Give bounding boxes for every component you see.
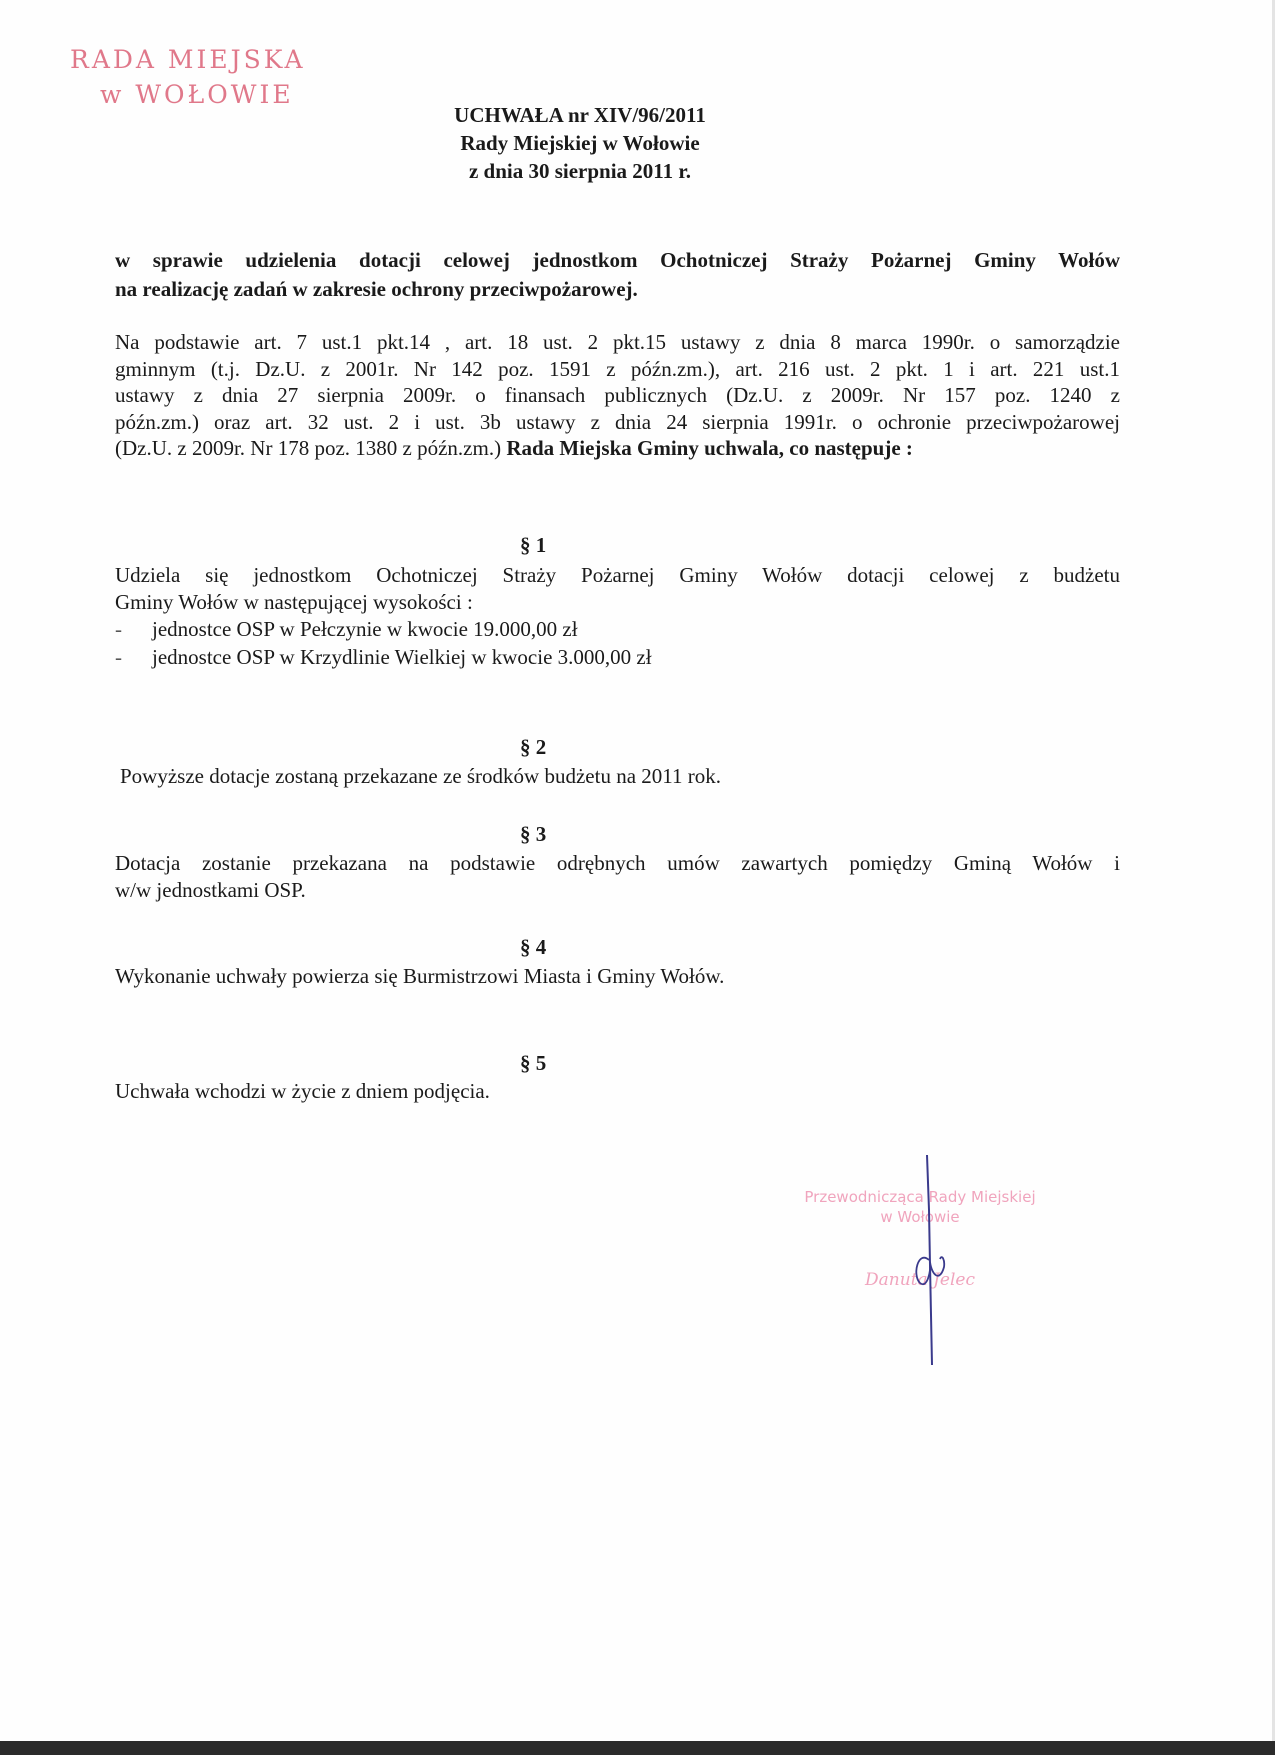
- resolution-title: [430, 101, 730, 185]
- list-item-text: jednostce OSP w Pełczynie w kwocie 19.000,00 zł: [152, 617, 578, 641]
- signatory-name: Danuta Jelec: [865, 1270, 975, 1290]
- basis-line-5-text: (Dz.U. z 2009r. Nr 178 poz. 1380 z późn.zm.): [115, 436, 507, 460]
- section-5-heading: § 5: [520, 1051, 547, 1075]
- section-1-line-1: Udziela się jednostkom Ochotniczej Straży Pożarnej Gminy Wołów dotacji celowej z budżetu: [115, 563, 1120, 587]
- basis-enacting-clause: Rada Miejska Gminy uchwala, co następuje :: [506, 436, 913, 460]
- title-number: UCHWAŁA nr XIV/96/2011: [454, 103, 706, 127]
- section-4-body: Wykonanie uchwały powierza się Burmistrzowi Miasta i Gminy Wołów.: [115, 964, 725, 988]
- scan-edge-bottom: [0, 1741, 1275, 1755]
- section-4-heading: § 4: [520, 935, 547, 959]
- section-3-line-1: Dotacja zostanie przekazana na podstawie odrębnych umów zawartych pomiędzy Gminą Wołów i: [115, 851, 1120, 875]
- stamp-line-2: w WOŁOWIE: [100, 80, 294, 109]
- section-3-line-2: w/w jednostkami OSP.: [115, 877, 306, 902]
- handwritten-signature: [900, 1150, 960, 1380]
- section-2-body: Powyższe dotacje zostaną przekazane ze środków budżetu na 2011 rok.: [120, 764, 721, 788]
- subject-line-2: na realizację zadań w zakresie ochrony przeciwpożarowej.: [115, 277, 638, 301]
- basis-line-4: późn.zm.) oraz art. 32 ust. 2 i ust. 3b ustawy z dnia 24 sierpnia 1991r. o ochronie przeciwpożarowej: [115, 409, 1120, 434]
- signature-place: w Wołowie: [880, 1208, 960, 1226]
- section-1-heading: § 1: [520, 533, 547, 557]
- title-date: z dnia 30 sierpnia 2011 r.: [468, 159, 692, 183]
- section-2-heading: § 2: [520, 735, 547, 759]
- legal-basis: [115, 329, 1120, 462]
- basis-line-2: gminnym (t.j. Dz.U. z 2001r. Nr 142 poz. 1591 z późn.zm.), art. 216 ust. 2 pkt. 1 i art. 221 ust.1: [115, 356, 1120, 381]
- list-item: [115, 643, 1120, 671]
- list-item: [115, 615, 1120, 643]
- section-3-heading: § 3: [520, 822, 547, 846]
- list-dash: -: [115, 617, 122, 641]
- section-1-line-2: Gminy Wołów w następującej wysokości :: [115, 589, 473, 614]
- resolution-subject: [115, 246, 1120, 304]
- list-dash: -: [115, 645, 122, 669]
- council-stamp: [70, 42, 306, 112]
- grant-list: [115, 615, 1120, 671]
- subject-line-1: w sprawie udzielenia dotacji celowej jednostkom Ochotniczej Straży Pożarnej Gminy Wołów: [115, 248, 1120, 272]
- list-item-text: jednostce OSP w Krzydlinie Wielkiej w kwocie 3.000,00 zł: [152, 645, 652, 669]
- basis-line-1: Na podstawie art. 7 ust.1 pkt.14 , art. 18 ust. 2 pkt.15 ustawy z dnia 8 marca 1990r. o samorządzie: [115, 330, 1120, 354]
- basis-line-5: [115, 435, 1120, 462]
- section-1-body: [115, 562, 1120, 671]
- section-5-body: Uchwała wchodzi w życie z dniem podjęcia.: [115, 1079, 490, 1103]
- section-3-body: [115, 850, 1120, 903]
- basis-line-3: ustawy z dnia 27 sierpnia 2009r. o finansach publicznych (Dz.U. z 2009r. Nr 157 poz. 1240 z: [115, 383, 1120, 407]
- stamp-line-1: RADA MIEJSKA: [70, 45, 306, 74]
- title-council: Rady Miejskiej w Wołowie: [460, 131, 700, 155]
- signature-title: Przewodnicząca Rady Miejskiej: [804, 1188, 1036, 1206]
